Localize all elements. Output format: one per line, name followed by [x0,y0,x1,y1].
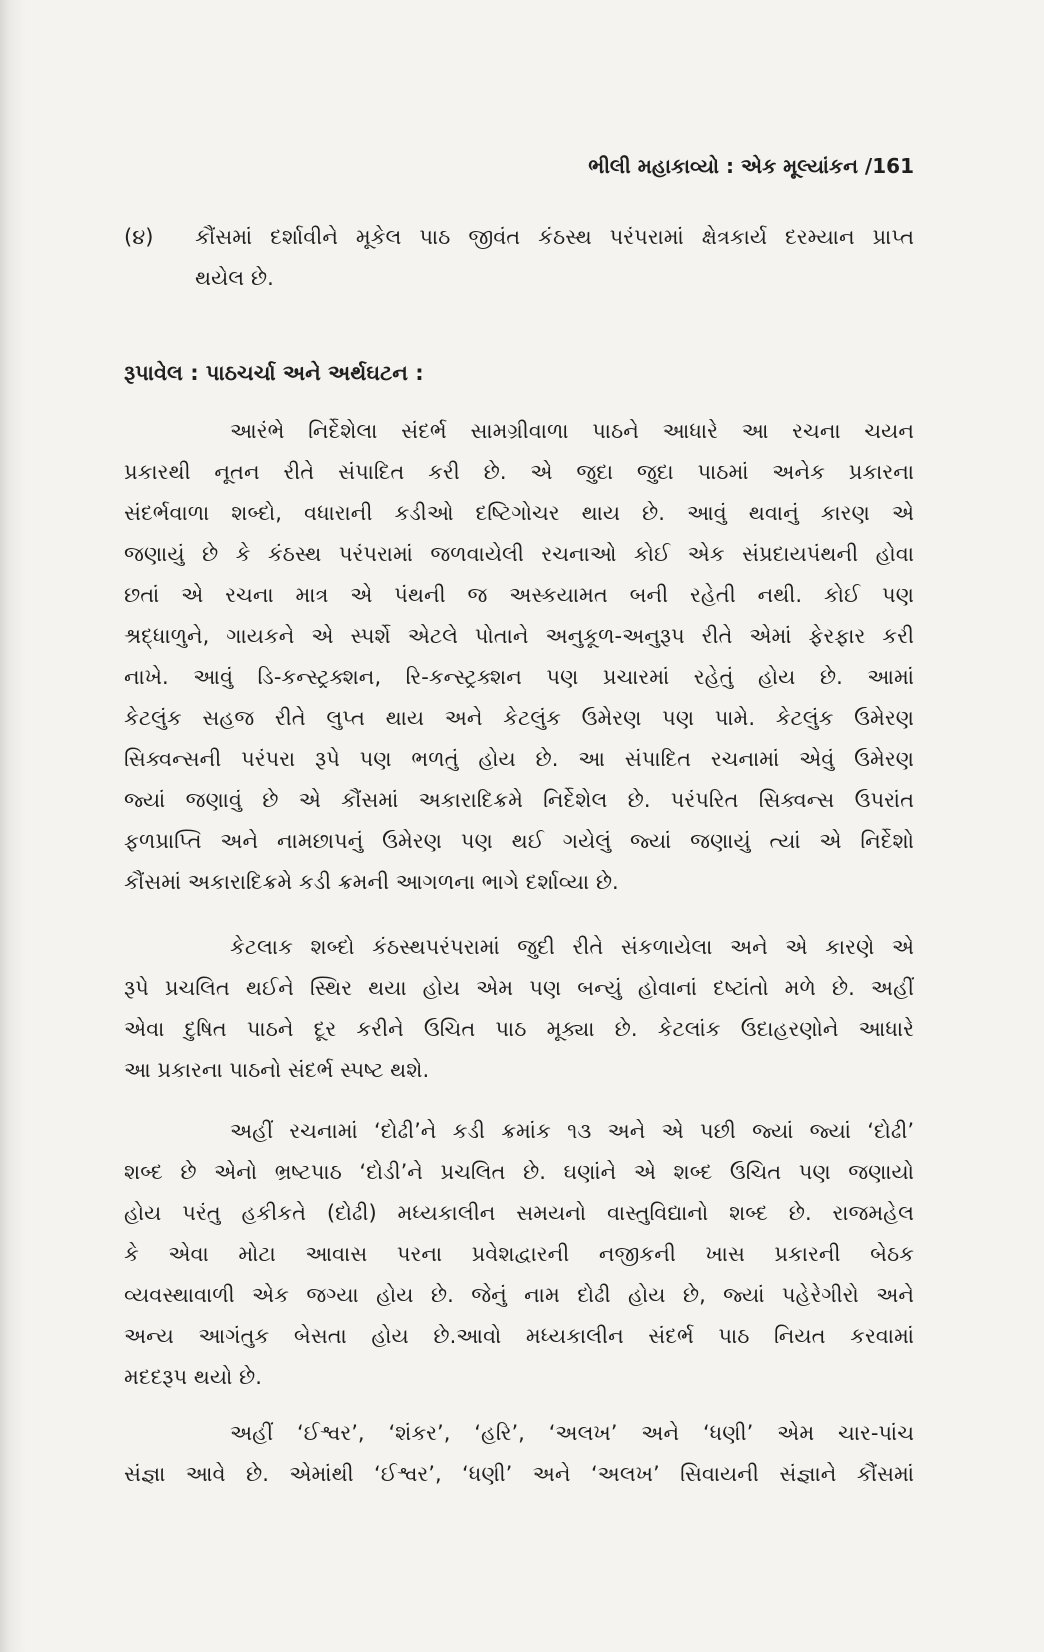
text-line: સંજ્ઞા આવે છે. એમાંથી ‘ઈશ્વર’, ‘ધણી’ અને ‘અલખ’ સિવાયની સંજ્ઞાને કૌંસમાં [124,1462,914,1486]
text-line: કૌંસમાં દર્શાવીને મૂકેલ પાઠ જીવંત કંઠસ્થ પરંપરામાં ક્ષેત્રકાર્ય દરમ્યાન પ્રાપ્ત [195,225,914,249]
text-line: રૂપે પ્રચલિત થઈને સ્થિર થયા હોય એમ પણ બન્યું હોવાનાં દષ્ટાંતો મળે છે. અહીં [124,976,914,1000]
text-line: પ્રકારથી નૂતન રીતે સંપાદિત કરી છે. એ જુદા જુદા પાઠમાં અનેક પ્રકારના [124,460,914,484]
paragraph [124,927,914,1091]
running-header: ભીલી મહાકાવ્યો : એક મૂલ્યાંકન /161 [588,154,914,178]
section-heading: રૂપાવેલ : પાઠચર્ચા અને અર્થઘટન : [124,361,424,385]
note-text [195,217,914,299]
text-line: શ્રદ્ધાળુને, ગાયકને એ સ્પર્શે એટલે પોતાને અનુકૂળ-અનુરૂપ રીતે એમાં ફેરફાર કરી [124,624,914,648]
paragraph [124,1413,914,1495]
text-line: છતાં એ રચના માત્ર એ પંથની જ અસ્કયામત બની રહેતી નથી. કોઈ પણ [124,583,914,607]
text-line: હોય પરંતુ હકીકતે (દોઢી) મધ્યકાલીન સમયનો વાસ્તુવિદ્યાનો શબ્દ છે. રાજમહેલ [124,1201,914,1225]
text-line: અહીં રચનામાં ‘દોઢી’ને કડી ક્રમાંક ૧૩ અને એ પછી જ્યાં જ્યાં ‘દોઢી’ [230,1119,914,1143]
paragraph [124,1111,914,1398]
text-line: સિક્વન્સની પરંપરા રૂપે પણ ભળતું હોય છે. આ સંપાદિત રચનામાં એવું ઉમેરણ [124,747,914,771]
text-line: આ પ્રકારના પાઠનો સંદર્ભ સ્પષ્ટ થશે. [124,1058,430,1082]
text-line: નાખે. આવું ડિ-કન્સ્ટ્રક્શન, રિ-કન્સ્ટ્રક્શન પણ પ્રચારમાં રહેતું હોય છે. આમાં [124,665,914,689]
text-line: ફળપ્રાપ્તિ અને નામછાપનું ઉમેરણ પણ થઈ ગયેલું જ્યાં જણાયું ત્યાં એ નિર્દેશો [124,829,914,853]
text-line: શબ્દ છે એનો ભ્રષ્ટપાઠ ‘દોડી’ને પ્રચલિત છે. ઘણાંને એ શબ્દ ઉચિત પણ જણાયો [124,1160,914,1184]
note-number: (૪) [124,225,154,249]
text-line: અહીં ‘ઈશ્વર’, ‘શંકર’, ‘હરિ’, ‘અલખ’ અને ‘ધણી’ એમ ચાર-પાંચ [230,1421,914,1445]
text-line: કેટલુંક સહજ રીતે લુપ્ત થાય અને કેટલુંક ઉમેરણ પણ પામે. કેટલુંક ઉમેરણ [124,706,914,730]
paragraph [124,411,914,903]
text-line: થયેલ છે. [195,266,274,290]
text-line: જ્યાં જણાવું છે એ કૌંસમાં અકારાદિક્રમે નિર્દેશેલ છે. પરંપરિત સિક્વન્સ ઉપરાંત [124,788,914,812]
text-line: કૌંસમાં અકારાદિક્રમે કડી ક્રમની આગળના ભાગે દર્શાવ્યા છે. [124,870,619,894]
text-line: સંદર્ભવાળા શબ્દો, વધારાની કડીઓ દષ્ટિગોચર થાય છે. આવું થવાનું કારણ એ [124,501,914,525]
numbered-note [124,217,914,299]
text-line: મદદરૂપ થયો છે. [124,1365,262,1389]
text-line: અન્ય આગંતુક બેસતા હોય છે.આવો મધ્યકાલીન સંદર્ભ પાઠ નિયત કરવામાં [124,1324,914,1348]
text-line: જણાયું છે કે કંઠસ્થ પરંપરામાં જળવાયેલી રચનાઓ કોઈ એક સંપ્રદાયપંથની હોવા [124,542,914,566]
text-line: આરંભે નિર્દેશેલા સંદર્ભ સામગ્રીવાળા પાઠને આધારે આ રચના ચયન [230,419,914,443]
text-line: કેટલાક શબ્દો કંઠસ્થપરંપરામાં જુદી રીતે સંકળાયેલા અને એ કારણે એ [230,935,914,959]
text-line: વ્યવસ્થાવાળી એક જગ્યા હોય છે. જેનું નામ દોઢી હોય છે, જ્યાં પહેરેગીરો અને [124,1283,914,1307]
text-line: એવા દુષિત પાઠને દૂર કરીને ઉચિત પાઠ મૂક્યા છે. કેટલાંક ઉદાહરણોને આધારે [124,1017,914,1041]
text-line: કે એવા મોટા આવાસ પરના પ્રવેશદ્વારની નજીકની ખાસ પ્રકારની બેઠક [124,1242,914,1266]
